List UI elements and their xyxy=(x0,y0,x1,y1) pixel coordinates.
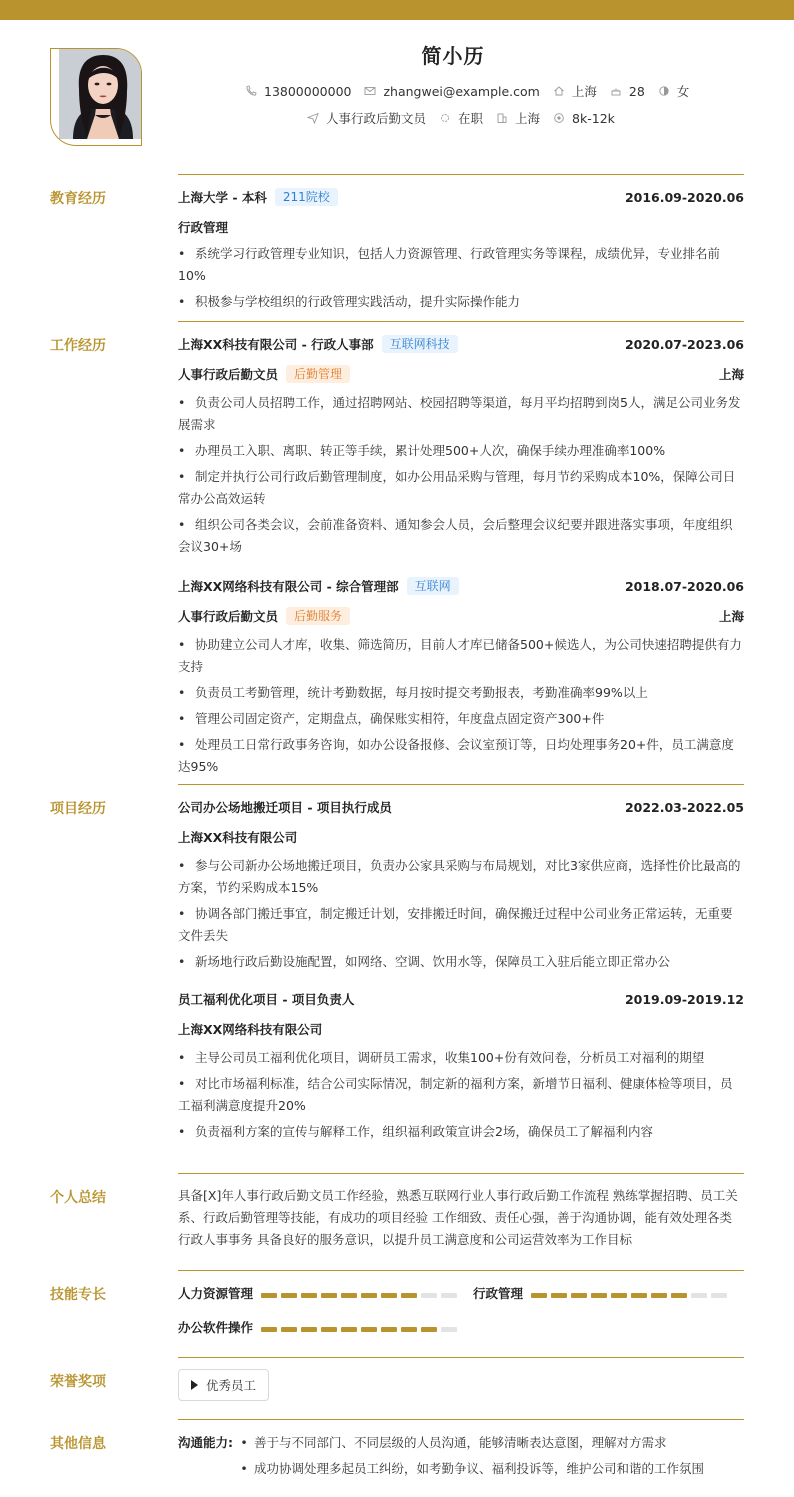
skill-segment xyxy=(401,1327,417,1332)
building-icon xyxy=(495,111,509,125)
skill-segment xyxy=(691,1293,707,1298)
project-period: 2019.09-2019.12 xyxy=(624,991,744,1007)
skill-item xyxy=(473,1284,731,1302)
education-content xyxy=(178,187,744,313)
section-title: 个人总结 xyxy=(50,1190,106,1206)
major: 行政管理 xyxy=(178,220,229,235)
job-role-row xyxy=(178,606,744,626)
skill-level-bar xyxy=(261,1286,461,1301)
list-item: • 积极参与学校组织的行政管理实践活动，提升实际操作能力 xyxy=(178,294,521,309)
education-period: 2016.09-2020.06 xyxy=(624,189,744,205)
list-item: • 新场地行政后勤设施配置，如网络、空调、饮用水等，保障员工入驻后能立即正常办公 xyxy=(178,954,671,969)
skill-segment xyxy=(421,1293,437,1298)
project-name: 公司办公场地搬迁项目 - 项目执行成员 xyxy=(178,800,392,815)
skill-segment xyxy=(321,1327,337,1332)
skill-segment xyxy=(551,1293,567,1298)
section-divider xyxy=(178,174,744,175)
contact-row xyxy=(244,82,701,100)
email-text: zhangwei@example.com xyxy=(383,83,540,99)
email-item xyxy=(363,84,539,99)
section-title: 技能专长 xyxy=(50,1287,106,1303)
list-item: • 主导公司员工福利优化项目，调研员工需求，收集100+份有效问卷，分析员工对福利的期望 xyxy=(178,1050,705,1065)
target-city-text: 上海 xyxy=(515,111,541,126)
other-key: 沟通能力: xyxy=(178,1435,233,1450)
list-item: • 系统学习行政管理专业知识，包括人力资源管理、行政管理实务等课程，成绩优异，专业排名前10% xyxy=(178,246,721,283)
skill-level-bar xyxy=(531,1286,731,1301)
skill-segment xyxy=(611,1293,627,1298)
cake-icon xyxy=(609,84,623,98)
list-item: • 办理员工入职、离职、转正等手续，累计处理500+人次，确保手续办理准确率100% xyxy=(178,443,666,458)
gender-text: 女 xyxy=(676,84,690,99)
skills-content xyxy=(178,1283,744,1337)
job-period: 2020.07-2023.06 xyxy=(624,336,744,352)
skill-segment xyxy=(401,1293,417,1298)
skill-name: 人力资源管理 xyxy=(178,1286,254,1301)
skill-segment xyxy=(301,1327,317,1332)
job-bullets xyxy=(178,392,744,558)
coin-icon xyxy=(552,111,566,125)
education-bullets xyxy=(178,243,744,313)
education-header xyxy=(178,187,744,207)
gender-item xyxy=(657,82,690,100)
status-item xyxy=(438,109,483,127)
school-tag: 211院校 xyxy=(275,188,338,206)
skill-segment xyxy=(531,1293,547,1298)
phone-icon xyxy=(244,84,258,98)
job-location: 上海 xyxy=(718,609,744,624)
skill-segment xyxy=(381,1293,397,1298)
company-name: 上海XX科技有限公司 - 行政人事部 xyxy=(178,337,374,352)
email-icon xyxy=(363,84,377,98)
job-header xyxy=(178,334,744,354)
skill-segment xyxy=(261,1327,277,1332)
status-text: 在职 xyxy=(458,111,484,126)
skill-segment xyxy=(341,1293,357,1298)
skill-name: 行政管理 xyxy=(473,1286,524,1301)
skill-row xyxy=(178,1317,744,1337)
other-line: 沟通能力: • 善于与不同部门、不同层级的人员沟通，能够清晰表达意图，理解对方需求 xyxy=(178,1432,744,1454)
list-item: • 对比市场福利标准，结合公司实际情况，制定新的福利方案，新增节日福利、健康体检等项目，员工福利满意度提升20% xyxy=(178,1076,733,1113)
age-text: 28 xyxy=(628,83,645,99)
section-divider xyxy=(178,1357,744,1358)
company-name: 上海XX网络科技有限公司 - 综合管理部 xyxy=(178,579,399,594)
work-content xyxy=(178,334,744,778)
section-title: 工作经历 xyxy=(50,338,106,354)
job-location: 上海 xyxy=(718,367,744,382)
salary-text: 8k-12k xyxy=(572,110,615,126)
other-content xyxy=(178,1432,744,1480)
send-icon xyxy=(306,111,320,125)
phone-text: 13800000000 xyxy=(264,83,352,99)
summary-content xyxy=(178,1185,744,1251)
list-item: • 负责福利方案的宣传与解释工作，组织福利政策宣讲会2场，确保员工了解福利内容 xyxy=(178,1124,653,1139)
job-target-item xyxy=(306,109,426,127)
section-divider xyxy=(178,784,744,785)
candidate-name: 简小历 xyxy=(421,44,485,68)
projects-content xyxy=(178,797,744,1143)
role-tag: 后勤服务 xyxy=(286,607,350,625)
skill-segment xyxy=(441,1327,457,1332)
skill-item xyxy=(178,1284,461,1302)
section-title: 教育经历 xyxy=(50,191,106,207)
home-icon xyxy=(552,84,566,98)
skill-segment xyxy=(571,1293,587,1298)
list-item: • 制定并执行公司行政后勤管理制度，如办公用品采购与管理，每月节约采购成本10%，保障公司日常办公高效运转 xyxy=(178,469,736,506)
age-item xyxy=(609,84,645,99)
skill-segment xyxy=(341,1327,357,1332)
section-divider xyxy=(178,1173,744,1174)
honors-content xyxy=(178,1369,744,1401)
skill-segment xyxy=(361,1293,377,1298)
skill-segment xyxy=(321,1293,337,1298)
skill-segment xyxy=(591,1293,607,1298)
salary-item xyxy=(552,111,615,126)
status-icon xyxy=(438,111,452,125)
skill-segment xyxy=(421,1327,437,1332)
job-role-row xyxy=(178,364,744,384)
project-header xyxy=(178,797,744,817)
other-line: • 成功协调处理多起员工纠纷，如考勤争议、福利投诉等，维护公司和谐的工作氛围 xyxy=(240,1461,705,1476)
city-item xyxy=(552,82,597,100)
skill-segment xyxy=(651,1293,667,1298)
project-header xyxy=(178,989,744,1009)
skill-segment xyxy=(671,1293,687,1298)
list-item: • 处理员工日常行政事务咨询，如办公设备报修、会议室预订等，日均处理事务20+件，员工满意度达95% xyxy=(178,737,734,774)
city-text: 上海 xyxy=(571,84,597,99)
project-company: 上海XX科技有限公司 xyxy=(178,830,298,845)
job-role: 人事行政后勤文员 xyxy=(178,609,279,624)
list-item: • 协调各部门搬迁事宜，制定搬迁计划，安排搬迁时间，确保搬迁过程中公司业务正常运转，无重要文件丢失 xyxy=(178,906,733,943)
target-city-item xyxy=(495,109,540,127)
project-company: 上海XX网络科技有限公司 xyxy=(178,1022,323,1037)
gender-icon xyxy=(657,84,671,98)
section-divider xyxy=(178,1419,744,1420)
skill-segment xyxy=(711,1293,727,1298)
industry-tag: 互联网 xyxy=(407,577,459,595)
project-bullets xyxy=(178,1047,744,1143)
skill-segment xyxy=(441,1293,457,1298)
list-item: • 负责公司人员招聘工作，通过招聘网站、校园招聘等渠道，每月平均招聘到岗5人，满足公司业务发展需求 xyxy=(178,395,741,432)
project-period: 2022.03-2022.05 xyxy=(624,799,744,815)
project-bullets xyxy=(178,855,744,973)
list-item: • 负责员工考勤管理，统计考勤数据，每月按时提交考勤报表，考勤准确率99%以上 xyxy=(178,685,648,700)
section-title: 其他信息 xyxy=(50,1436,106,1452)
list-item: • 组织公司各类会议，会前准备资料、通知参会人员，会后整理会议纪要并跟进落实事项，年度组织会议30+场 xyxy=(178,517,733,554)
skill-segment xyxy=(631,1293,647,1298)
skill-level-bar xyxy=(261,1320,461,1335)
school-name: 上海大学 - 本科 xyxy=(178,190,267,205)
job-role: 人事行政后勤文员 xyxy=(178,367,279,382)
industry-tag: 互联网科技 xyxy=(382,335,458,353)
skill-segment xyxy=(361,1327,377,1332)
project-name: 员工福利优化项目 - 项目负责人 xyxy=(178,992,355,1007)
skill-segment xyxy=(281,1293,297,1298)
section-divider xyxy=(178,321,744,322)
job-target-text: 人事行政后勤文员 xyxy=(326,111,427,126)
skill-segment xyxy=(301,1293,317,1298)
job-intent-row xyxy=(306,109,627,127)
skill-item xyxy=(178,1318,461,1336)
award-badge: 优秀员工 xyxy=(178,1369,269,1401)
section-divider xyxy=(178,1270,744,1271)
section-title: 荣誉奖项 xyxy=(50,1374,106,1390)
list-item: • 参与公司新办公场地搬迁项目，负责办公家具采购与布局规划，对比3家供应商，选择性价比最高的方案，节约采购成本15% xyxy=(178,858,741,895)
job-bullets xyxy=(178,634,744,778)
role-tag: 后勤管理 xyxy=(286,365,350,383)
skill-row xyxy=(178,1283,744,1303)
top-accent-bar xyxy=(0,0,794,20)
play-icon xyxy=(191,1380,198,1390)
job-period: 2018.07-2020.06 xyxy=(624,578,744,594)
list-item: • 协助建立公司人才库，收集、筛选简历，目前人才库已储备500+候选人，为公司快速招聘提供有力支持 xyxy=(178,637,742,674)
job-header xyxy=(178,576,744,596)
phone-item xyxy=(244,84,351,99)
skill-segment xyxy=(381,1327,397,1332)
summary-text: 具备[X]年人事行政后勤文员工作经验，熟悉互联网行业人事行政后勤工作流程 熟练掌握招聘、员工关系、行政后勤管理等技能，有成功的项目经验 工作细致、责任心强，善于沟通协调，能有效处理各类行政人事事务 具备良好的服务意识，以提升员工满意度和公司运营效率为工作目标 xyxy=(178,1188,738,1247)
skill-name: 办公软件操作 xyxy=(178,1320,254,1335)
skill-segment xyxy=(281,1327,297,1332)
skill-segment xyxy=(261,1293,277,1298)
section-title: 项目经历 xyxy=(50,801,106,817)
list-item: • 管理公司固定资产，定期盘点，确保账实相符，年度盘点固定资产300+件 xyxy=(178,711,605,726)
